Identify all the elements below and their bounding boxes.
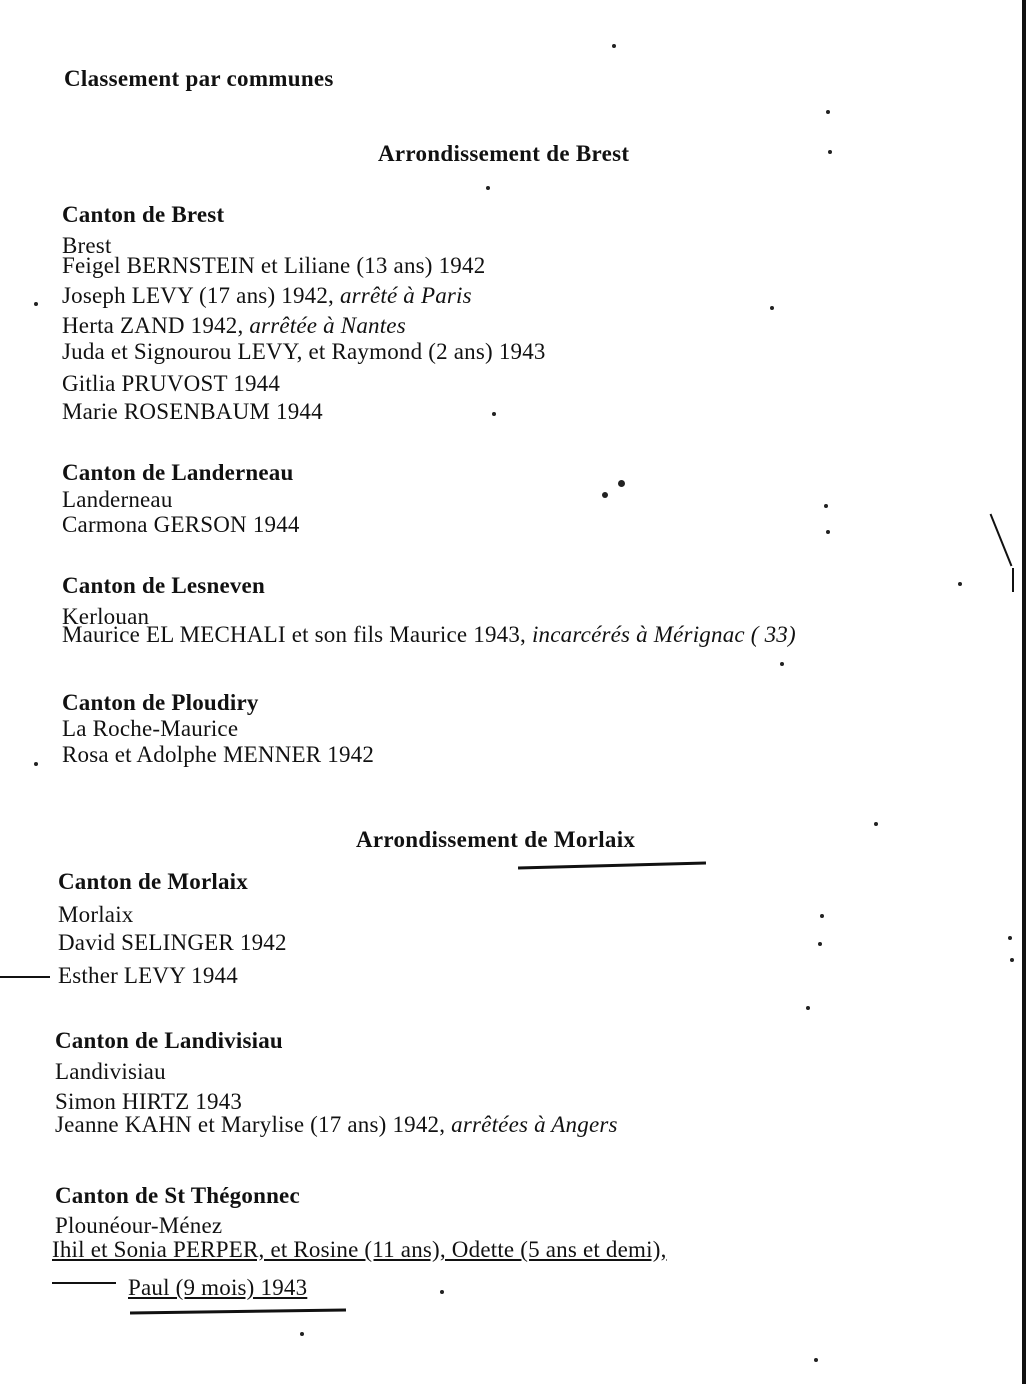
entry-note: incarcérés à Mérignac ( 33): [531, 622, 796, 647]
arrondissement-heading-morlaix: Arrondissement de Morlaix: [356, 827, 636, 852]
entry-line: Carmona GERSON 1944: [62, 512, 300, 537]
scan-speck: [958, 582, 962, 586]
commune-morlaix: Morlaix: [58, 902, 134, 927]
page-title: Classement par communes: [64, 66, 334, 91]
scan-speck: [818, 942, 822, 946]
scan-speck: [34, 762, 38, 766]
scan-speck: [612, 44, 616, 48]
entry-line: Maurice EL MECHALI et son fils Maurice 1943, incarcérés à Mérignac ( 33): [62, 622, 796, 647]
commune-landivisiau: Landivisiau: [55, 1059, 166, 1084]
scan-speck: [806, 1006, 810, 1010]
entry-line: Paul (9 mois) 1943: [128, 1275, 308, 1300]
scan-speck: [34, 302, 38, 306]
arrondissement-heading-brest: Arrondissement de Brest: [378, 141, 630, 166]
scan-speck: [618, 480, 625, 487]
entry-note: arrêtées à Angers: [451, 1112, 618, 1137]
entry-line: Marie ROSENBAUM 1944: [62, 399, 323, 424]
handwritten-dash: [52, 1282, 116, 1284]
entry-line: David SELINGER 1942: [58, 930, 287, 955]
entry-line: Herta ZAND 1942, arrêtée à Nantes: [62, 313, 406, 338]
scan-speck: [826, 530, 830, 534]
canton-heading-ploudiry: Canton de Ploudiry: [62, 690, 259, 715]
commune-plouneour-menez: Plounéour-Ménez: [55, 1213, 223, 1238]
scan-speck: [824, 504, 828, 508]
scan-speck: [602, 492, 608, 498]
entry-line: Feigel BERNSTEIN et Liliane (13 ans) 1942: [62, 253, 486, 278]
commune-la-roche-maurice: La Roche-Maurice: [62, 716, 239, 741]
canton-heading-morlaix: Canton de Morlaix: [58, 869, 248, 894]
canton-heading-lesneven: Canton de Lesneven: [62, 573, 265, 598]
scan-speck: [492, 412, 496, 416]
entry-note: arrêté à Paris: [339, 283, 472, 308]
handwritten-underline: [130, 1308, 346, 1314]
entry-line: Ihil et Sonia PERPER, et Rosine (11 ans), Odette (5 ans et demi),: [52, 1237, 667, 1262]
commune-kerlouan: Kerlouan: [62, 604, 150, 629]
entry-line: Rosa et Adolphe MENNER 1942: [62, 742, 375, 767]
entry-line: Gitlia PRUVOST 1944: [62, 371, 281, 396]
handwritten-underline: [518, 862, 706, 870]
scan-speck: [780, 662, 784, 666]
entry-line: Juda et Signourou LEVY, et Raymond (2 ans) 1943: [62, 339, 546, 364]
canton-heading-brest: Canton de Brest: [62, 202, 225, 227]
stray-mark: [990, 514, 1013, 567]
entry-line: Simon HIRTZ 1943: [55, 1089, 243, 1114]
entry-line: Joseph LEVY (17 ans) 1942, arrêté à Paris: [62, 283, 472, 308]
scan-speck: [440, 1290, 444, 1294]
entry-line: Esther LEVY 1944: [58, 963, 238, 988]
canton-heading-landivisiau: Canton de Landivisiau: [55, 1028, 283, 1053]
canton-heading-landerneau: Canton de Landerneau: [62, 460, 294, 485]
scan-speck: [828, 150, 832, 154]
entry-line: Jeanne KAHN et Marylise (17 ans) 1942, arrêtées à Angers: [55, 1112, 618, 1137]
scan-speck: [1008, 936, 1012, 940]
scan-speck: [770, 306, 774, 310]
commune-landerneau: Landerneau: [62, 487, 173, 512]
scan-speck: [814, 1358, 818, 1362]
commune-brest: Brest: [62, 233, 112, 258]
scan-speck: [874, 822, 878, 826]
scan-speck: [826, 110, 830, 114]
canton-heading-st-thegonnec: Canton de St Thégonnec: [55, 1183, 300, 1208]
stray-mark: [1012, 568, 1014, 592]
entry-note: arrêtée à Nantes: [249, 313, 406, 338]
scan-speck: [486, 186, 490, 190]
scan-speck: [1010, 958, 1014, 962]
margin-mark: [0, 976, 50, 978]
scan-speck: [820, 914, 824, 918]
scan-speck: [300, 1332, 304, 1336]
